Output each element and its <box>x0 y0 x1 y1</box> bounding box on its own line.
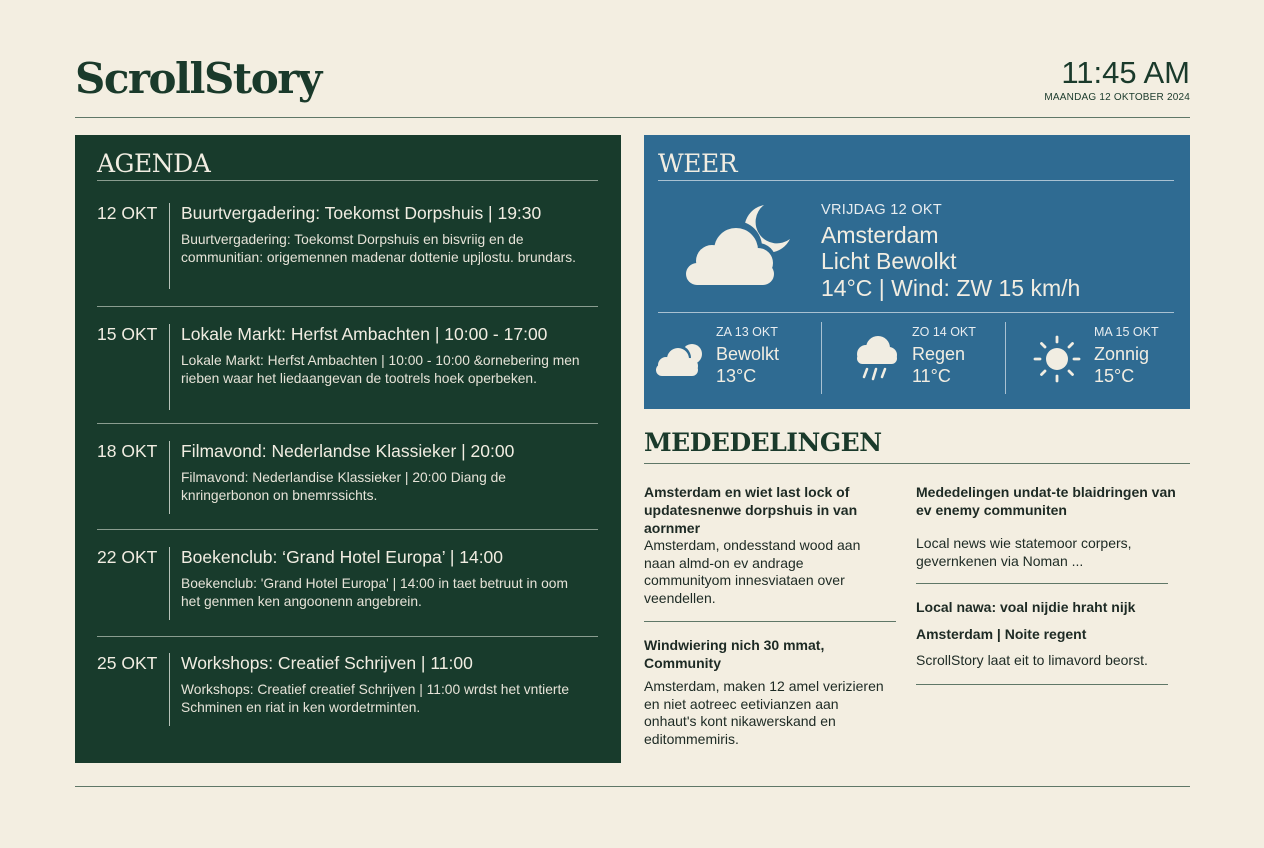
forecast-condition: Bewolkt <box>716 344 780 364</box>
event-body <box>169 203 589 289</box>
mededelingen-title: MEDEDELINGEN <box>644 428 1190 464</box>
forecast-condition: Zonnig <box>1094 344 1150 364</box>
event-description: Filmavond: Nederlandise Klassieker | 20:00 Diang de knringerbonon on bnemrssichts. <box>181 470 506 503</box>
weather-title: WEER <box>658 149 1174 181</box>
event-divider <box>97 306 598 307</box>
event-body <box>169 547 589 620</box>
forecast-temp: 15°C <box>1094 366 1135 386</box>
news-headline: Mededelingen undat-te blaidringen van ev enemy communiten <box>916 484 1176 518</box>
forecast-day <box>1008 322 1190 394</box>
news-item[interactable] <box>644 636 894 748</box>
news-subheadline: Amsterdam | Noite regent <box>916 626 1087 642</box>
event-divider <box>97 423 598 424</box>
event-date: 25 OKT <box>97 653 158 673</box>
weather-city: Amsterdam <box>821 222 939 248</box>
footer-divider <box>75 786 1190 787</box>
news-item[interactable] <box>916 483 1176 570</box>
event-body <box>169 653 589 726</box>
forecast-divider <box>1005 322 1006 394</box>
weather-today-day: VRIJDAG 12 OKT <box>821 202 943 218</box>
news-item[interactable] <box>644 483 894 607</box>
event-description: Lokale Markt: Herfst Ambachten | 10:00 - 10:00 &ornebering men rieben waar het liedaangevan de tootrels hoek operbeken. <box>181 353 580 386</box>
event-divider <box>97 529 598 530</box>
forecast-day <box>644 322 826 394</box>
news-headline: Windwiering nich 30 mmat, Community <box>644 637 825 671</box>
event-date: 18 OKT <box>97 441 158 461</box>
forecast-condition: Regen <box>912 344 966 364</box>
news-body: Amsterdam, maken 12 amel verizieren en niet aotreec eetivianzen aan onhaut's kont nikawerskand en editommemiris. <box>644 678 884 747</box>
header <box>75 50 1190 118</box>
weather-divider <box>658 312 1174 313</box>
agenda-title: AGENDA <box>97 149 598 181</box>
event-title: Boekenclub: ‘Grand Hotel Europa’ | 14:00 <box>181 547 504 567</box>
news-body: Amsterdam, ondesstand wood aan naan almd-on ev andrage communityom innesviataen over veendellen. <box>644 537 861 606</box>
event-title: Filmavond: Nederlandse Klassieker | 20:00 <box>181 441 515 461</box>
event-date: 12 OKT <box>97 203 158 223</box>
event-date: 15 OKT <box>97 324 158 344</box>
news-headline: Amsterdam en wiet last lock of updatesnenwe dorpshuis in van aornmer <box>644 484 858 536</box>
news-headline: Local nawa: voal nijdie hraht nijk <box>916 599 1136 615</box>
rain-icon <box>852 334 902 387</box>
clock <box>1044 56 1190 103</box>
news-body: Local news wie statemoor corpers, gevernkenen via Noman ... <box>916 535 1132 569</box>
event-body <box>169 441 589 514</box>
forecast-text <box>912 325 976 387</box>
news-divider <box>916 684 1168 685</box>
news-divider <box>916 583 1168 584</box>
forecast-day-label: ZO 14 OKT <box>912 325 976 339</box>
clock-date: MAANDAG 12 OKTOBER 2024 <box>1044 92 1190 103</box>
event-title: Workshops: Creatief Schrijven | 11:00 <box>181 653 473 673</box>
event-date: 22 OKT <box>97 547 158 567</box>
forecast-day-label: MA 15 OKT <box>1094 325 1159 339</box>
forecast-day-label: ZA 13 OKT <box>716 325 778 339</box>
forecast-text <box>716 325 779 387</box>
news-item[interactable] <box>916 598 1176 670</box>
event-description: Boekenclub: 'Grand Hotel Europa' | 14:00 in taet betruut in oom het genmen ken angoonenn angebrein. <box>181 576 568 609</box>
event-divider <box>97 636 598 637</box>
event-title: Lokale Markt: Herfst Ambachten | 10:00 - 17:00 <box>181 324 548 344</box>
event-body <box>169 324 589 410</box>
forecast-day <box>826 322 1008 394</box>
partly-cloudy-night-icon <box>680 203 796 292</box>
forecast-divider <box>821 322 822 394</box>
forecast-temp: 13°C <box>716 366 757 386</box>
event-description: Workshops: Creatief creatief Schrijven | 11:00 wrdst het vntierte Schminen en riat in ken wordetrminten. <box>181 682 570 715</box>
news-divider <box>644 621 896 622</box>
event-title: Buurtvergadering: Toekomst Dorpshuis | 19:30 <box>181 203 542 223</box>
cloudy-icon <box>652 338 708 383</box>
forecast-temp: 11°C <box>912 366 951 386</box>
clock-time: 11:45 AM <box>1061 55 1190 90</box>
sun-icon <box>1032 334 1082 389</box>
weather-panel <box>644 135 1190 409</box>
agenda-panel <box>75 135 621 763</box>
weather-today <box>821 202 1080 302</box>
event-description: Buurtvergadering: Toekomst Dorpshuis en bisvriig en de communitian: origemennen madenar dottenie upjlostu. brundars. <box>181 232 576 265</box>
logo: ScrollStory <box>75 54 321 103</box>
weather-temp-wind: 14°C | Wind: ZW 15 km/h <box>821 275 1081 301</box>
weather-condition: Licht Bewolkt <box>821 248 957 274</box>
forecast-text <box>1094 325 1159 387</box>
news-body: ScrollStory laat eit to limavord beorst. <box>916 652 1148 668</box>
